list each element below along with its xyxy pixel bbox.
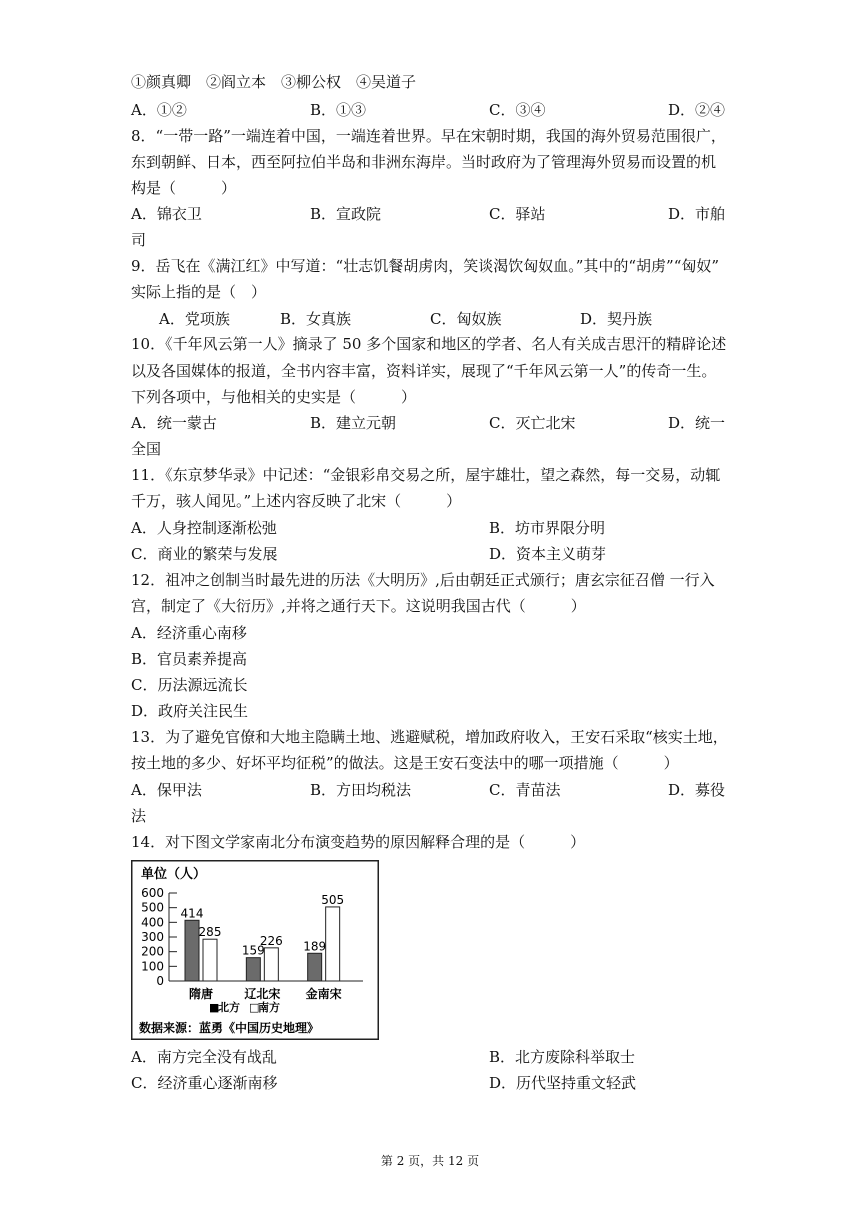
bar-value-label: 226	[259, 933, 283, 948]
q11-option-a[interactable]: A．人身控制逐渐松弛	[131, 519, 277, 537]
q12-option-d[interactable]: D．政府关注民生	[131, 702, 249, 720]
q9-option-c[interactable]: C．匈奴族	[430, 310, 502, 328]
bar-value-label: 189	[303, 939, 327, 954]
q13-option-b[interactable]: B．方田均税法	[310, 781, 412, 799]
legend-marker-north: ■	[209, 1001, 220, 1014]
legend	[209, 1000, 280, 1014]
q8-stem-line: 构是（ ）	[131, 179, 237, 197]
q13-option-c[interactable]: C．青苗法	[489, 781, 561, 799]
q12-option-b[interactable]: B．官员素养提高	[131, 650, 248, 668]
q9-option-a[interactable]: A．党项族	[159, 310, 230, 328]
legend-label-south: 南方	[258, 1001, 280, 1014]
q8-option-b[interactable]: B．宣政院	[310, 205, 382, 223]
q10-option-c[interactable]: C．灭亡北宋	[489, 414, 576, 432]
q13-option-a[interactable]: A．保甲法	[131, 781, 202, 799]
q8-option-d[interactable]: D．市舶	[668, 205, 726, 223]
q13-option-d-wrap: 法	[131, 807, 147, 825]
y-tick-label: 200	[141, 944, 164, 959]
q11-stem-line: 千万，骇人闻见。”上述内容反映了北宋（ ）	[131, 492, 462, 510]
bar-north	[185, 920, 199, 981]
chart-title: 单位（人）	[141, 867, 207, 882]
bar-north	[246, 958, 260, 981]
y-tick-label: 600	[141, 886, 164, 900]
x-category-label: 辽北宋	[244, 987, 281, 1001]
q7-option-c[interactable]: C．③④	[489, 101, 546, 119]
q13-stem-line: 13．为了避免官僚和大地主隐瞒土地、逃避赋税，增加政府收入，王安石采取“核实土地，	[131, 728, 728, 746]
bar-value-label: 505	[321, 892, 345, 907]
x-axis-labels	[189, 986, 342, 1001]
y-tick-label: 100	[141, 959, 164, 974]
q9-stem-line: 9．岳飞在《满江红》中写道：“壮志饥餐胡虏肉，笑谈渴饮匈奴血。”其中的“胡虏”“匈奴”	[131, 257, 720, 275]
y-tick-label: 500	[141, 900, 164, 915]
bar-chart	[131, 860, 379, 1040]
q7-option-b[interactable]: B．①③	[310, 101, 367, 119]
bar-value-label: 414	[180, 906, 204, 921]
q8-option-d-wrap: 司	[131, 231, 147, 249]
q10-option-d[interactable]: D．统一	[668, 414, 726, 432]
bar-south	[203, 939, 217, 981]
bar-value-label: 159	[241, 943, 265, 958]
q12-stem-line: 宫，制定了《大衍历》,并将之通行天下。这说明我国古代（ ）	[131, 597, 586, 615]
q7-option-a[interactable]: A．①②	[131, 101, 187, 119]
chart-source: 数据来源：蓝勇《中国历史地理》	[139, 1021, 320, 1035]
q11-option-c[interactable]: C．商业的繁荣与发展	[131, 545, 278, 563]
q14-option-b[interactable]: B．北方废除科举取士	[489, 1048, 636, 1066]
q8-stem-line: 8．“一带一路”一端连着中国，一端连着世界。早在宋朝时期，我国的海外贸易范围很广，	[131, 127, 726, 145]
x-category-label: 隋唐	[188, 987, 214, 1001]
q7-option-d[interactable]: D．②④	[668, 101, 726, 119]
q13-stem-line: 按土地的多少、好坏平均征税”的做法。这是王安石变法中的哪一项措施（ ）	[131, 754, 679, 772]
q11-stem-line: 11．《东京梦华录》中记述：“金银彩帛交易之所，屋宇雄壮，望之森然，每一交易，动辄	[131, 466, 721, 484]
q12-option-a[interactable]: A．经济重心南移	[131, 624, 247, 642]
q14-option-c[interactable]: C．经济重心逐渐南移	[131, 1074, 278, 1092]
q10-option-b[interactable]: B．建立元朝	[310, 414, 397, 432]
q9-option-d[interactable]: D．契丹族	[580, 310, 653, 328]
bar-north	[308, 953, 322, 981]
bar-value-label: 285	[198, 925, 222, 940]
q10-option-d-wrap: 全国	[131, 440, 162, 458]
q10-stem-line: 下列各项中，与他相关的史实是（ ）	[131, 388, 417, 406]
q11-option-d[interactable]: D．资本主义萌芽	[489, 545, 607, 563]
q11-option-b[interactable]: B．坊市界限分明	[489, 519, 606, 537]
legend-marker-south: □	[249, 1001, 260, 1014]
y-tick-label: 300	[141, 930, 164, 944]
q7-items: ①颜真卿 ②阎立本 ③柳公权 ④吴道子	[131, 73, 417, 91]
bar-group	[181, 893, 345, 981]
q12-option-c[interactable]: C．历法源远流长	[131, 676, 248, 694]
page-footer: 第 2 页，共 12 页	[380, 1154, 480, 1168]
legend-label-north: 北方	[218, 1001, 240, 1014]
q10-stem-line: 以及各国媒体的报道，全书内容丰富，资料详实，展现了“千年风云第一人”的传奇一生。	[131, 362, 717, 380]
q10-stem-line: 10．《千年风云第一人》摘录了 50 多个国家和地区的学者、名人有关成吉思汗的精辟论述	[131, 335, 727, 353]
bar-south	[326, 907, 340, 981]
q13-option-d[interactable]: D．募役	[668, 781, 726, 799]
q14-option-a[interactable]: A．南方完全没有战乱	[131, 1048, 277, 1066]
y-tick-label: 0	[156, 974, 164, 988]
q8-stem-line: 东到朝鲜、日本，西至阿拉伯半岛和非洲东海岸。当时政府为了管理海外贸易而设置的机	[131, 153, 717, 171]
q10-option-a[interactable]: A．统一蒙古	[131, 414, 217, 432]
q8-option-a[interactable]: A．锦衣卫	[131, 205, 202, 223]
q14-stem-line: 14．对下图文学家南北分布演变趋势的原因解释合理的是（ ）	[131, 833, 586, 851]
q8-option-c[interactable]: C．驿站	[489, 205, 546, 223]
x-category-label: 金南宋	[305, 987, 342, 1001]
q12-stem-line: 12．祖冲之创制当时最先进的历法《大明历》,后由朝廷正式颁行；唐玄宗征召僧 一行入	[131, 571, 715, 589]
q9-option-b[interactable]: B．女真族	[280, 310, 352, 328]
bar-south	[264, 948, 278, 981]
q9-stem-line: 实际上指的是（ ）	[131, 283, 267, 301]
y-tick-label: 400	[141, 915, 164, 930]
q14-option-d[interactable]: D．历代坚持重文轻武	[489, 1074, 637, 1092]
